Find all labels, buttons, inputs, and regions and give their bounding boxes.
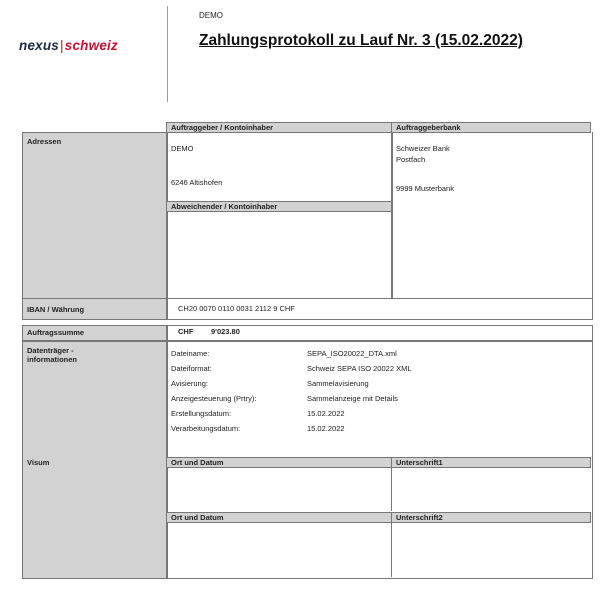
page-title: Zahlungsprotokoll zu Lauf Nr. 3 (15.02.2022): [199, 32, 523, 49]
media-info-label: Datenträger - informationen: [27, 346, 77, 364]
media-value: 15.02.2022: [307, 424, 345, 433]
media-key: Erstellungsdatum:: [171, 409, 232, 418]
media-value: Sammelavisierung: [307, 379, 369, 388]
client-name: DEMO: [199, 11, 223, 20]
bank-header: Auftraggeberbank: [391, 122, 591, 133]
logo-separator: |: [60, 38, 64, 53]
signature-field-1[interactable]: [391, 467, 593, 511]
signature-header-1: Unterschrift1: [391, 457, 591, 468]
place-date-header-2: Ort und Datum: [166, 512, 392, 523]
iban-label: IBAN / Währung: [27, 305, 85, 314]
media-value: 15.02.2022: [307, 409, 345, 418]
media-key: Dateiname:: [171, 349, 210, 358]
client-line-city: 6246 Altishofen: [171, 178, 223, 187]
company-logo: [19, 38, 118, 53]
media-key: Dateiformat:: [171, 364, 212, 373]
signature-field-2[interactable]: [391, 522, 593, 577]
bank-line-city: 9999 Musterbank: [396, 184, 454, 193]
media-value: Sammelanzeige mit Details: [307, 394, 398, 403]
order-sum-amount: 9'023.80: [211, 327, 240, 336]
media-key: Verarbeitungsdatum:: [171, 424, 241, 433]
logo-text-nexus: nexus: [19, 38, 60, 53]
iban-value: CH20 0070 0110 0031 2112 9 CHF: [178, 304, 295, 313]
logo-text-schweiz: schweiz: [64, 38, 118, 53]
header-divider: [167, 6, 168, 102]
alt-holder-header: Abweichender / Kontoinhaber: [166, 201, 392, 212]
signature-header-2: Unterschrift2: [391, 512, 591, 523]
bank-line-name: Schweizer Bank: [396, 144, 450, 153]
media-value: SEPA_ISO20022_DTA.xml: [307, 349, 397, 358]
place-date-header-1: Ort und Datum: [166, 457, 392, 468]
addresses-label: Adressen: [27, 137, 62, 146]
label-column-addresses: [22, 132, 168, 300]
client-header: Auftraggeber / Kontoinhaber: [166, 122, 392, 133]
bank-line-postbox: Postfach: [396, 155, 426, 164]
client-cell: [166, 132, 393, 299]
order-sum-label: Auftragssumme: [27, 328, 85, 337]
client-line-name: DEMO: [171, 144, 194, 153]
media-key: Anzeigesteuerung (Prtry):: [171, 394, 257, 403]
order-sum-currency: CHF: [178, 327, 194, 336]
media-key: Avisierung:: [171, 379, 208, 388]
media-value: Schweiz SEPA ISO 20022 XML: [307, 364, 412, 373]
visum-label: Visum: [27, 458, 50, 467]
